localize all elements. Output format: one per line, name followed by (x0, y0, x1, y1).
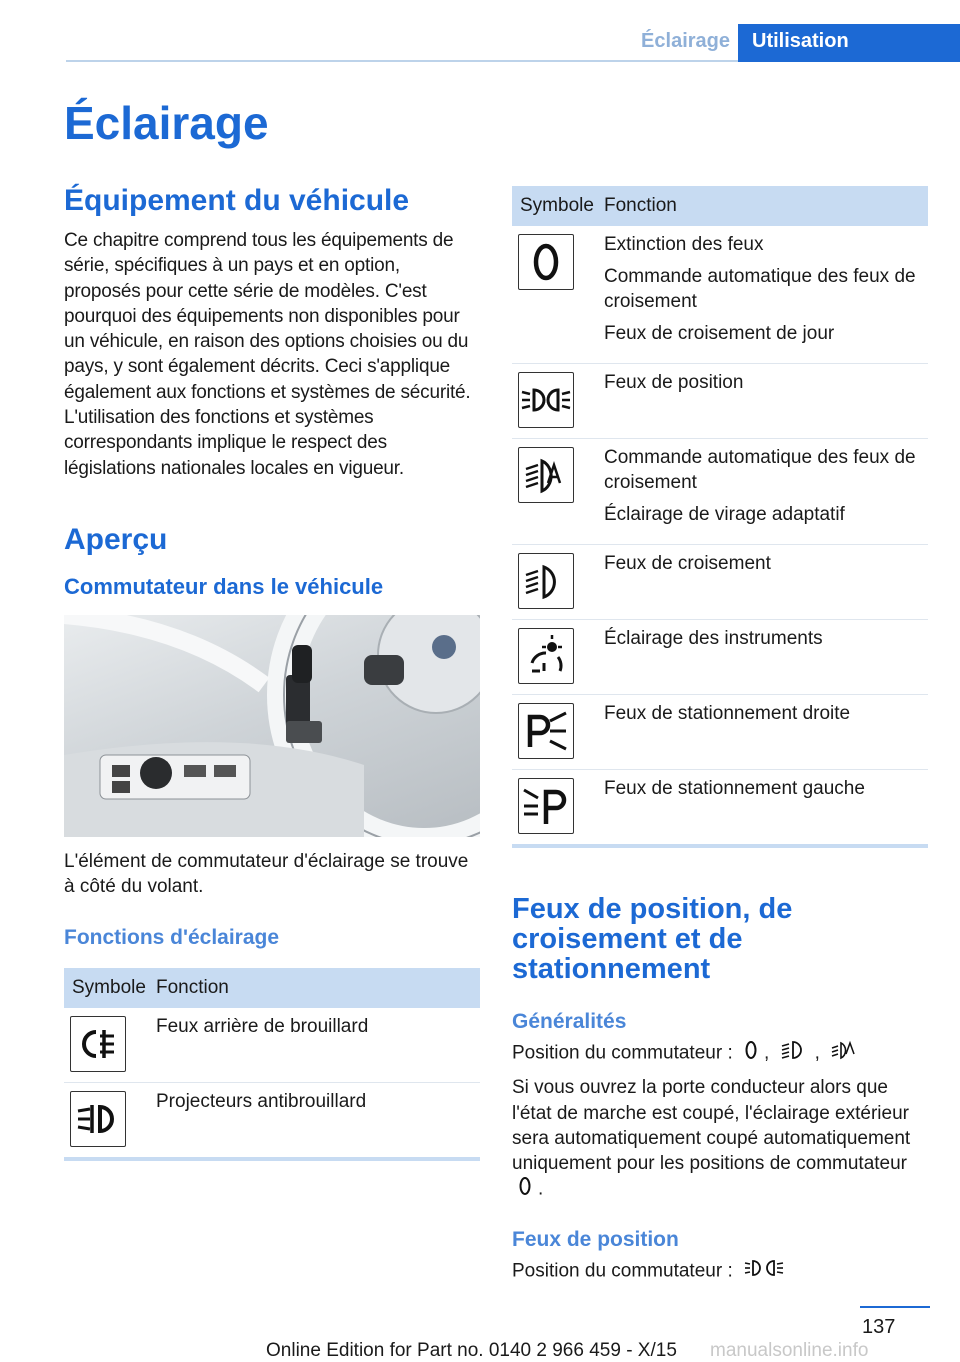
function-label: Feux de stationnement gauche (604, 778, 865, 799)
instrument-lighting-icon (518, 628, 574, 684)
table-row (512, 620, 928, 695)
col-function-header: Fonction (148, 968, 480, 1008)
col-function-header: Fonction (596, 186, 928, 226)
auto-headlight-icon (831, 1040, 857, 1067)
page-header (0, 24, 960, 62)
table-header-row (512, 186, 928, 226)
function-label: Feux de croisement (604, 553, 771, 574)
functions-heading: Fonctions d'éclairage (64, 925, 280, 949)
left-functions-table (64, 968, 480, 1157)
parking-lights-icon (744, 1258, 784, 1285)
equipment-paragraph: Ce chapitre comprend tous les équipements de série, spécifiques à un pays et en option, proposés pour cette série de modèles. C'est pourquoi des équipements non disponibles pour un véhicule, en raison des options choisies ou du pays, y sont également décrits. Ceci s'applique également aux fonctions et systèmes de sécurité. L'utilisation des fonctions et systèmes correspondants implique le respect des législations nationales locales en vigueur. (64, 230, 471, 479)
page-title: Éclairage (64, 97, 269, 149)
general-heading: Généralités (512, 1010, 627, 1033)
general-switch-line (512, 1040, 928, 1067)
left-column (64, 180, 480, 1161)
table-row (512, 545, 928, 620)
function-label: Projecteurs antibrouillard (156, 1090, 367, 1112)
parking-right-icon (518, 703, 574, 759)
comma-separator: , (764, 1042, 770, 1064)
lights-heading: Feux de position, de croisement et de stationnement (512, 893, 793, 985)
page-number: 137 (862, 1316, 896, 1338)
function-label: Commande automatique des feux de croisement (604, 266, 916, 312)
switch-position-label: Position du commutateur : (512, 1042, 733, 1064)
table-end-bar (64, 1157, 480, 1161)
function-label: Extinction des feux (604, 234, 764, 255)
header-section-label: Éclairage (641, 30, 730, 52)
function-label: Éclairage des instruments (604, 628, 823, 649)
low-beam-icon (781, 1040, 809, 1067)
zero-position-icon (518, 1176, 532, 1203)
col-symbol-header: Symbole (64, 968, 148, 1008)
table-header-row (64, 968, 480, 1008)
table-row (512, 770, 928, 845)
edition-note: Online Edition for Part no. 0140 2 966 459 - X/15 (266, 1340, 677, 1361)
rear-fog-light-icon (70, 1016, 126, 1072)
function-label: Commande automatique des feux de croisement (604, 447, 916, 493)
table-row (64, 1082, 480, 1157)
switch-heading: Commutateur dans le véhicule (64, 573, 384, 599)
zero-position-icon (518, 234, 574, 290)
col-symbol-header: Symbole (512, 186, 596, 226)
footer-rule (860, 1306, 930, 1308)
function-label: Feux de position (604, 372, 744, 393)
function-label: Feux de stationnement droite (604, 703, 851, 724)
right-column (512, 186, 928, 1285)
parking-left-icon (518, 778, 574, 834)
right-functions-table (512, 186, 928, 844)
low-beam-icon (518, 553, 574, 609)
table-row (512, 226, 928, 364)
function-label: Éclairage de virage adaptatif (604, 504, 845, 525)
zero-position-icon (744, 1040, 758, 1067)
table-end-bar (512, 844, 928, 848)
table-row (64, 1008, 480, 1083)
position-label: Position du commutateur : (512, 1260, 733, 1282)
apercu-heading: Aperçu (64, 522, 168, 556)
dashboard-switch-photo (64, 615, 480, 837)
position-heading: Feux de position (512, 1227, 679, 1251)
header-chapter-tab: Utilisation (738, 24, 960, 62)
general-paragraph (512, 1075, 928, 1203)
table-row (512, 439, 928, 545)
function-label: Feux de croisement de jour (604, 323, 835, 344)
auto-headlight-icon (518, 447, 574, 503)
comma-separator: , (814, 1042, 820, 1064)
general-text-end: . (538, 1179, 544, 1201)
equipment-heading: Équipement du véhicule (64, 184, 410, 217)
table-row (512, 364, 928, 439)
front-fog-light-icon (70, 1091, 126, 1147)
watermark: manualsonline.info (710, 1340, 869, 1361)
photo-caption: L'élément de commutateur d'éclairage se trouve à côté du volant. (64, 850, 469, 898)
position-switch-line (512, 1258, 928, 1285)
parking-lights-icon (518, 372, 574, 428)
general-text: Si vous ouvrez la porte conducteur alors que l'état de marche est coupé, l'éclairage extérieur sera automatiquement coupé automatiquement uniquement pour les positions de commutateur (512, 1077, 911, 1175)
function-label: Feux arrière de brouillard (156, 1015, 369, 1037)
table-row (512, 695, 928, 770)
